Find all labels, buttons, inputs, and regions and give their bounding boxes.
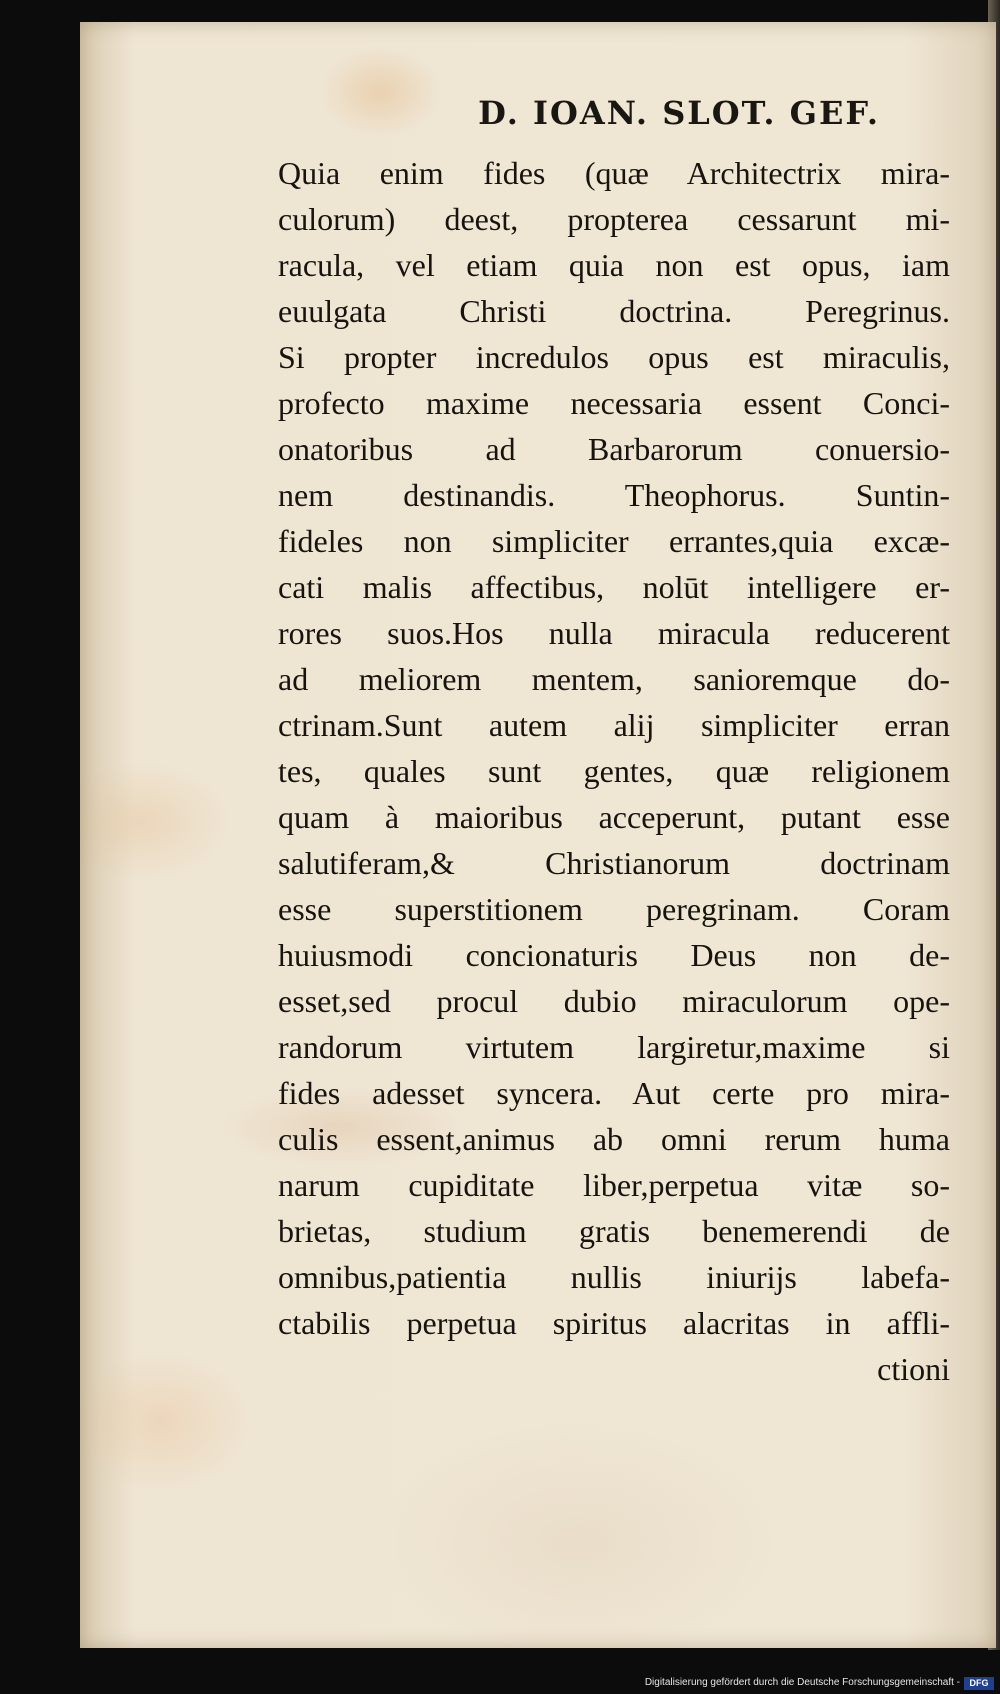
text-line: Quia enim fides (quæ Architectrix mira- [278,155,950,191]
text-line: brietas, studium gratis benemerendi de [278,1213,950,1249]
text-line: cati malis affectibus, nolūt intelligere er- [278,569,950,605]
text-line: omnibus,patientia nullis iniurijs labefa- [278,1259,950,1295]
text-line: esse superstitionem peregrinam. Coram [278,891,950,927]
text-line: euulgata Christi doctrina. Peregrinus. [278,293,950,329]
text-line: culorum) deest, propterea cessarunt mi- [278,201,950,237]
body-text [278,150,950,1392]
text-line: racula, vel etiam quia non est opus, iam [278,247,950,283]
dfg-logo: DFG [964,1677,994,1690]
text-line: salutiferam,& Christianorum doctrinam [278,845,950,881]
text-line: fideles non simpliciter errantes,quia excæ- [278,523,950,559]
running-head: D. IOAN. SLOT. GEF. [478,94,880,132]
text-line: rores suos.Hos nulla miracula reducerent [278,615,950,651]
text-line: onatoribus ad Barbarorum conuersio- [278,431,950,467]
text-line: nem destinandis. Theophorus. Suntin- [278,477,950,513]
text-line: culis essent,animus ab omni rerum huma [278,1121,950,1157]
catchword: ctioni [877,1351,950,1387]
text-line: Si propter incredulos opus est miraculis, [278,339,950,375]
text-line: profecto maxime necessaria essent Conci- [278,385,950,421]
text-line: esset,sed procul dubio miraculorum ope- [278,983,950,1019]
text-line: ctabilis perpetua spiritus alacritas in affli- [278,1305,950,1341]
text-line: narum cupiditate liber,perpetua vitæ so- [278,1167,950,1203]
text-line: huiusmodi concionaturis Deus non de- [278,937,950,973]
digitization-credit: Digitalisierung gefördert durch die Deutsche Forschungsgemeinschaft - [644,1677,960,1688]
text-line: fides adesset syncera. Aut certe pro mira- [278,1075,950,1111]
text-line: ad meliorem mentem, sanioremque do- [278,661,950,697]
text-line: ctrinam.Sunt autem alij simpliciter erran [278,707,950,743]
text-line: randorum virtutem largiretur,maxime si [278,1029,950,1065]
text-line: quam à maioribus acceperunt, putant esse [278,799,950,835]
text-line: tes, quales sunt gentes, quæ religionem [278,753,950,789]
